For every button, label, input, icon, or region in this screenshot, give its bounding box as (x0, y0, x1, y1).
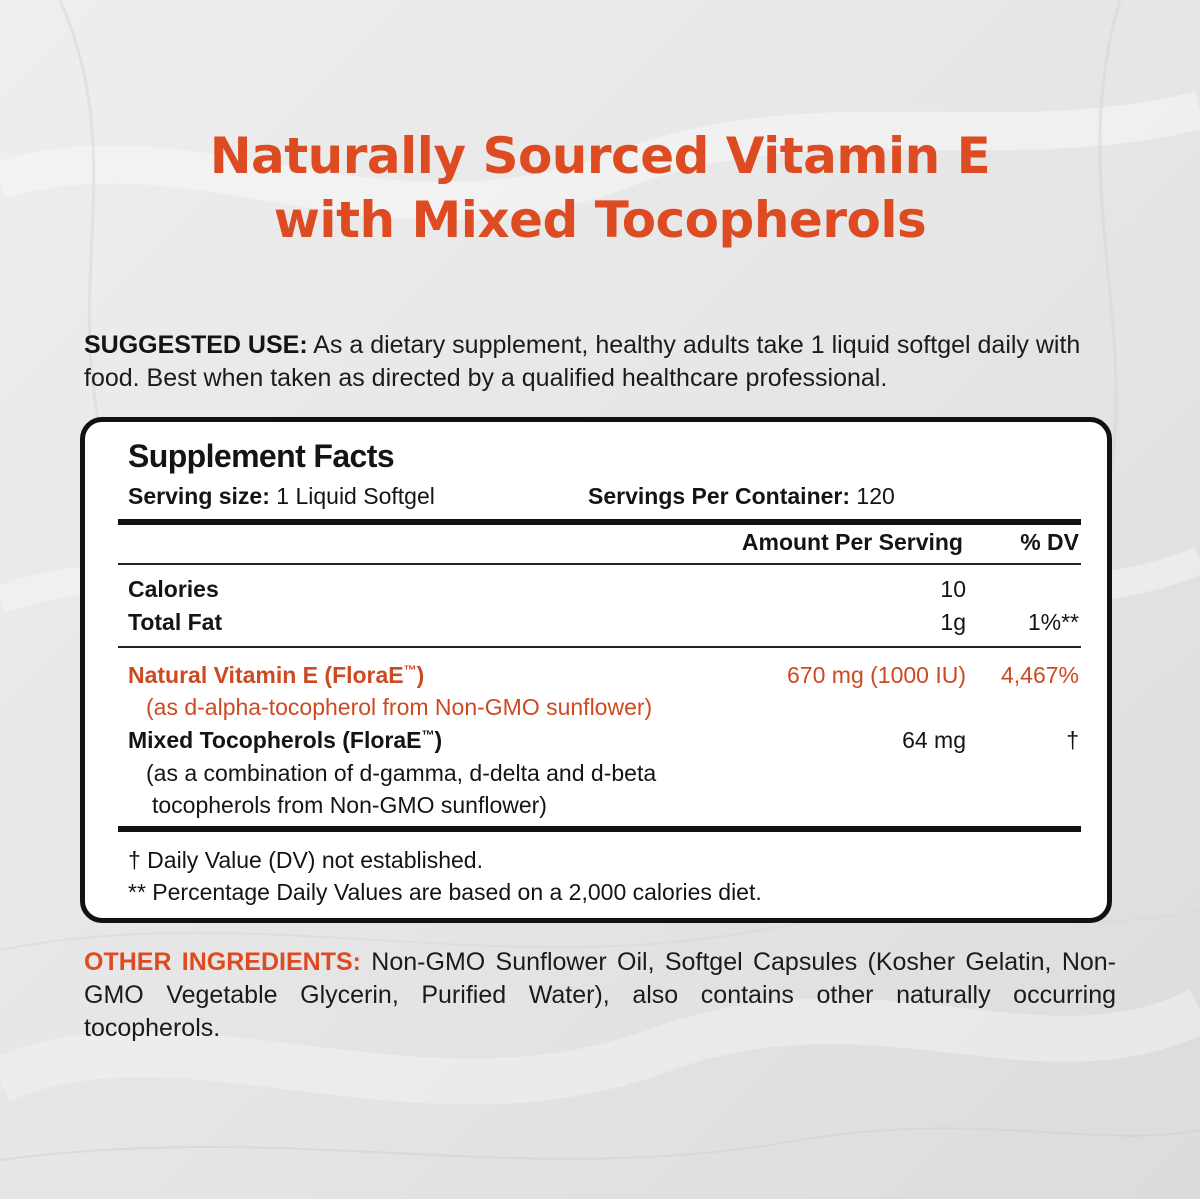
total-fat-name: Total Fat (128, 609, 223, 635)
total-fat-amount: 1g (940, 609, 966, 635)
serving-size-value: 1 Liquid Softgel (269, 483, 435, 509)
mixed-tocopherols-source-line-1: (as a combination of d-gamma, d-delta and d-beta (146, 760, 657, 786)
headline-line-2: with Mixed Tocopherols (273, 191, 927, 249)
total-fat-dv: 1%** (1027, 609, 1079, 635)
divider-thin (118, 646, 1081, 648)
mixed-tocopherols-name-close: ) (434, 727, 443, 753)
servings-per-container-label: Servings Per Container: (588, 483, 851, 509)
supplement-facts-panel (80, 417, 1112, 923)
mixed-tocopherols-name (128, 725, 442, 755)
calories-amount: 10 (940, 576, 966, 602)
suggested-use-paragraph (84, 329, 1116, 395)
supplement-facts-title: Supplement Facts (128, 438, 395, 474)
other-ingredients-label: OTHER INGREDIENTS: (84, 948, 361, 976)
mixed-tocopherols-trademark: ™ (421, 727, 435, 743)
servings-per-container (588, 483, 895, 510)
vitamin-e-trademark: ™ (403, 662, 417, 678)
serving-size-label: Serving size: (128, 483, 270, 509)
divider-thick (118, 519, 1081, 525)
other-ingredients-text: Non-GMO Sunflower Oil, Softgel Capsules (Kosher Gelatin, Non-GMO Vegetable Glycerin, Purified Water), also contains other naturally occurring tocopherols. (84, 948, 1117, 1042)
vitamin-e-name-close: ) (416, 662, 425, 688)
header-amount-per-serving: Amount Per Serving (741, 529, 963, 555)
mixed-tocopherols-dv: † (1066, 727, 1079, 753)
other-ingredients-paragraph (84, 946, 1116, 1045)
mixed-tocopherols-source-line-2: tocopherols from Non-GMO sunflower) (152, 792, 547, 818)
suggested-use-label: SUGGESTED USE: (84, 331, 308, 359)
headline-line-1: Naturally Sourced Vitamin E (209, 127, 991, 185)
divider-thin (118, 563, 1081, 565)
vitamin-e-name (128, 660, 424, 690)
mixed-tocopherols-amount: 64 mg (902, 727, 966, 753)
footnote-percent-dv: ** Percentage Daily Values are based on a 2,000 calories diet. (128, 879, 762, 905)
vitamin-e-name-text: Natural Vitamin E (FloraE (128, 662, 404, 688)
servings-per-container-value: 120 (850, 483, 895, 509)
headline (0, 124, 1200, 252)
serving-size (128, 483, 435, 510)
mixed-tocopherols-name-text: Mixed Tocopherols (FloraE (128, 727, 422, 753)
vitamin-e-source: (as d-alpha-tocopherol from Non-GMO sunflower) (146, 694, 653, 720)
divider-thick (118, 826, 1081, 832)
footnote-dagger: † Daily Value (DV) not established. (128, 847, 483, 873)
calories-name: Calories (128, 576, 219, 602)
vitamin-e-amount: 670 mg (1000 IU) (787, 662, 966, 688)
suggested-use-text: As a dietary supplement, healthy adults take 1 liquid softgel daily with food. Best when taken as directed by a qualified healthcare professional. (84, 331, 1081, 392)
vitamin-e-dv: 4,467% (1000, 662, 1079, 688)
header-daily-value: % DV (1020, 529, 1079, 555)
